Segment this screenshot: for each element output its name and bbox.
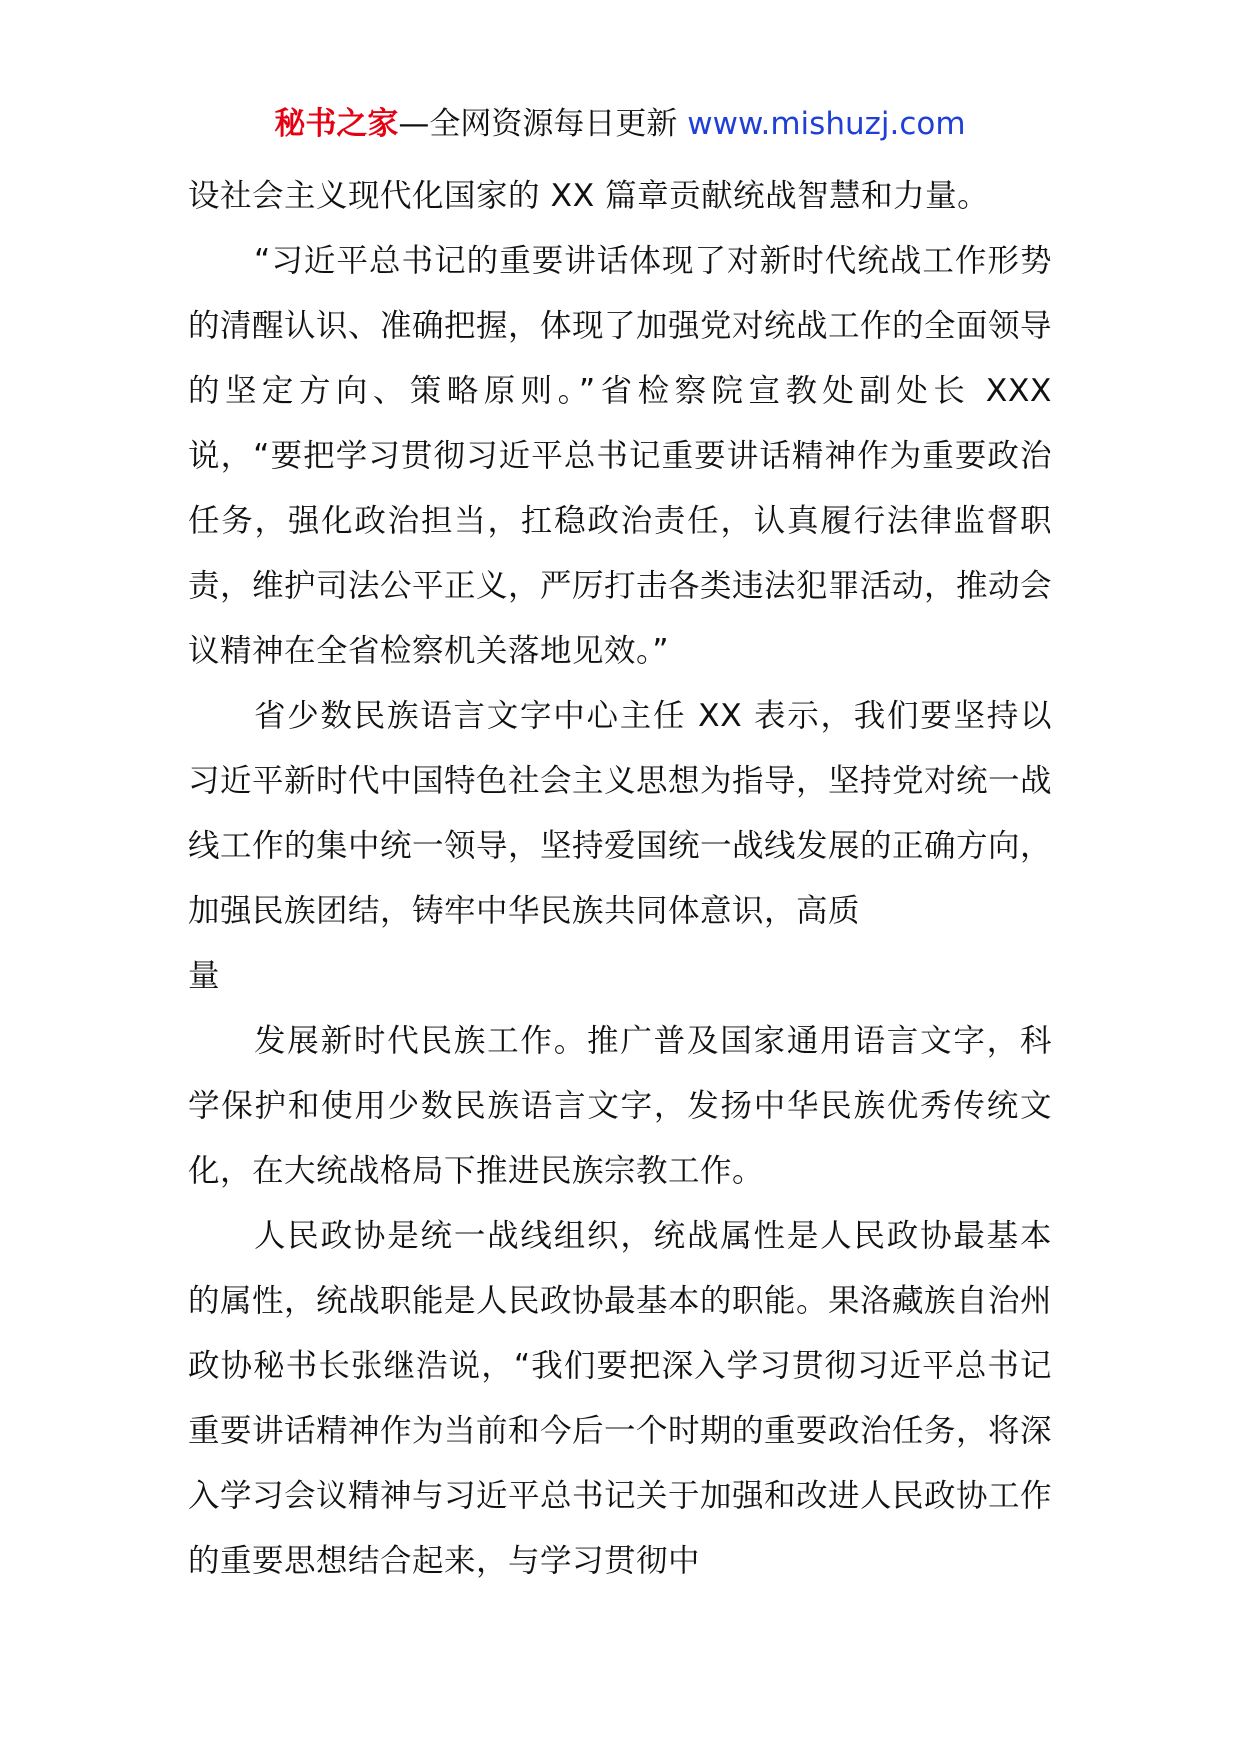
paragraph: 设社会主义现代化国家的 XX 篇章贡献统战智慧和力量。: [188, 178, 990, 214]
paragraph: “习近平总书记的重要讲话体现了对新时代统战工作形势的清醒认识、准确把握，体现了加强党对统战工作的全面领导的坚定方向、策略原则。”省检察院宣教处副处长 XXX 说，“要把学习贯彻习近平总书记重要讲话精神作为重要政治任务，强化政治担当，扛稳政治责任，认真履行法律监督职责，维护司法公平正义，严厉打击各类违法犯罪活动，推动会议精神在全省检察机关落地见效。”: [188, 243, 1053, 669]
header-slogan: —全网资源每日更新: [398, 106, 688, 142]
paragraph: 发展新时代民族工作。推广普及国家通用语言文字，科学保护和使用少数民族语言文字，发扬中华民族优秀传统文化，在大统战格局下推进民族宗教工作。: [188, 1023, 1052, 1189]
paragraph: 量: [188, 958, 221, 994]
document-body: [188, 164, 1052, 1594]
brand-name: 秘书之家: [274, 106, 399, 142]
site-url[interactable]: www.mishuzj.com: [687, 106, 966, 142]
paragraph: 人民政协是统一战线组织，统战属性是人民政协最基本的属性，统战职能是人民政协最基本的职能。果洛藏族自治州政协秘书长张继浩说，“我们要把深入学习贯彻习近平总书记重要讲话精神作为当前和今后一个时期的重要政治任务，将深入学习会议精神与习近平总书记关于加强和改进人民政协工作的重要思想结合起来，与学习贯彻中: [188, 1218, 1053, 1579]
paragraph: 省少数民族语言文字中心主任 XX 表示，我们要坚持以习近平新时代中国特色社会主义思想为指导，坚持党对统一战线工作的集中统一领导，坚持爱国统一战线发展的正确方向，加强民族团结，铸牢中华民族共同体意识，高质: [188, 698, 1053, 929]
page-header: [0, 102, 1240, 146]
